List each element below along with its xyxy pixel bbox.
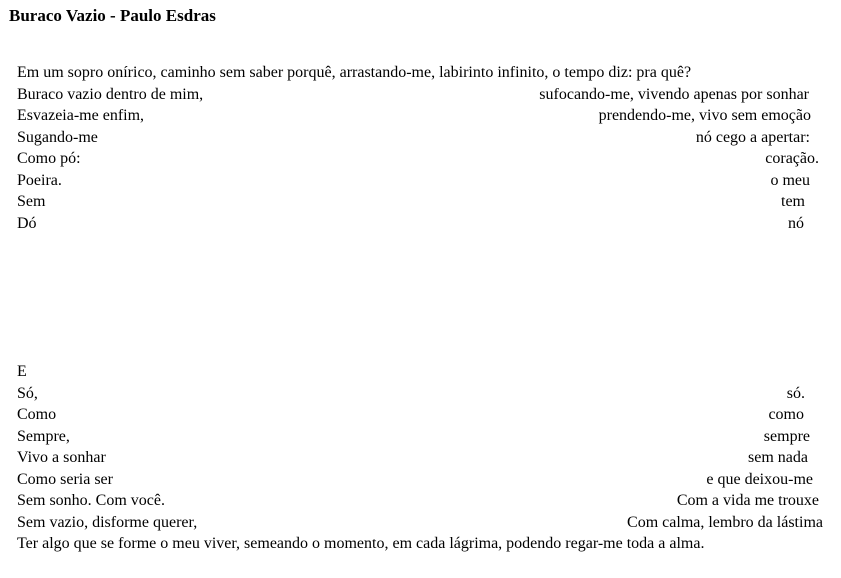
poem-line: [17, 213, 823, 235]
line-right-text: Com calma, lembro da lástima: [627, 513, 823, 531]
line-left-text: Sem vazio, disforme querer,: [17, 513, 198, 531]
poem-line: [17, 84, 823, 106]
line-left-text: Dó: [17, 214, 37, 232]
stanza-1: [17, 62, 823, 234]
line-right-text: Com a vida me trouxe: [676, 492, 819, 509]
line-right-text: tem: [781, 193, 805, 210]
poem-line: Ter algo que se forme o meu viver, semeando o momento, em cada lágrima, podendo regar-me toda a alma.: [17, 535, 705, 552]
poem-line: [17, 170, 823, 192]
poem-line: [17, 447, 823, 469]
line-right-text: sempre: [763, 427, 810, 445]
line-left-text: Como pó:: [17, 150, 81, 167]
line-right-text: só.: [786, 384, 805, 402]
line-left-text: Sugando-me: [17, 128, 98, 146]
poem-line: Em um sopro onírico, caminho sem saber porquê, arrastando-me, labirinto infinito, o tempo diz: pra quê?: [17, 64, 692, 81]
poem-line: [17, 490, 823, 512]
line-left-text: Como: [17, 406, 57, 423]
poem-line: [17, 404, 823, 426]
poem-line: [17, 469, 823, 491]
poem-line: [17, 426, 823, 448]
poem-line: [17, 148, 823, 170]
line-right-text: nó: [788, 214, 804, 232]
line-left-text: Buraco vazio dentro de mim,: [17, 85, 204, 103]
line-left-text: Vivo a sonhar: [17, 449, 106, 466]
poem-line: [17, 512, 823, 534]
line-right-text: nó cego a apertar:: [695, 128, 810, 146]
stanza-2: [17, 361, 823, 555]
line-left-text: Só,: [17, 384, 38, 402]
line-right-text: como: [768, 406, 804, 423]
line-right-text: prendendo-me, vivo sem emoção: [598, 107, 811, 124]
poem-line: E: [17, 363, 27, 380]
line-right-text: sufocando-me, vivendo apenas por sonhar: [539, 85, 809, 103]
poem-line: [17, 383, 823, 405]
line-left-text: Como seria ser: [17, 470, 113, 488]
line-right-text: coração.: [765, 150, 819, 167]
poem-line: [17, 127, 823, 149]
line-right-text: o meu: [770, 171, 810, 189]
line-right-text: e que deixou-me: [706, 470, 813, 488]
poem-line: [17, 191, 823, 213]
line-left-text: Esvazeia-me enfim,: [17, 107, 145, 124]
line-left-text: Sempre,: [17, 427, 70, 445]
line-left-text: Sem: [17, 193, 46, 210]
poem-line: [17, 105, 823, 127]
poem-title: Buraco Vazio - Paulo Esdras: [9, 6, 216, 25]
line-right-text: sem nada: [748, 449, 808, 466]
line-left-text: Poeira.: [17, 171, 62, 189]
line-left-text: Sem sonho. Com você.: [17, 492, 165, 509]
